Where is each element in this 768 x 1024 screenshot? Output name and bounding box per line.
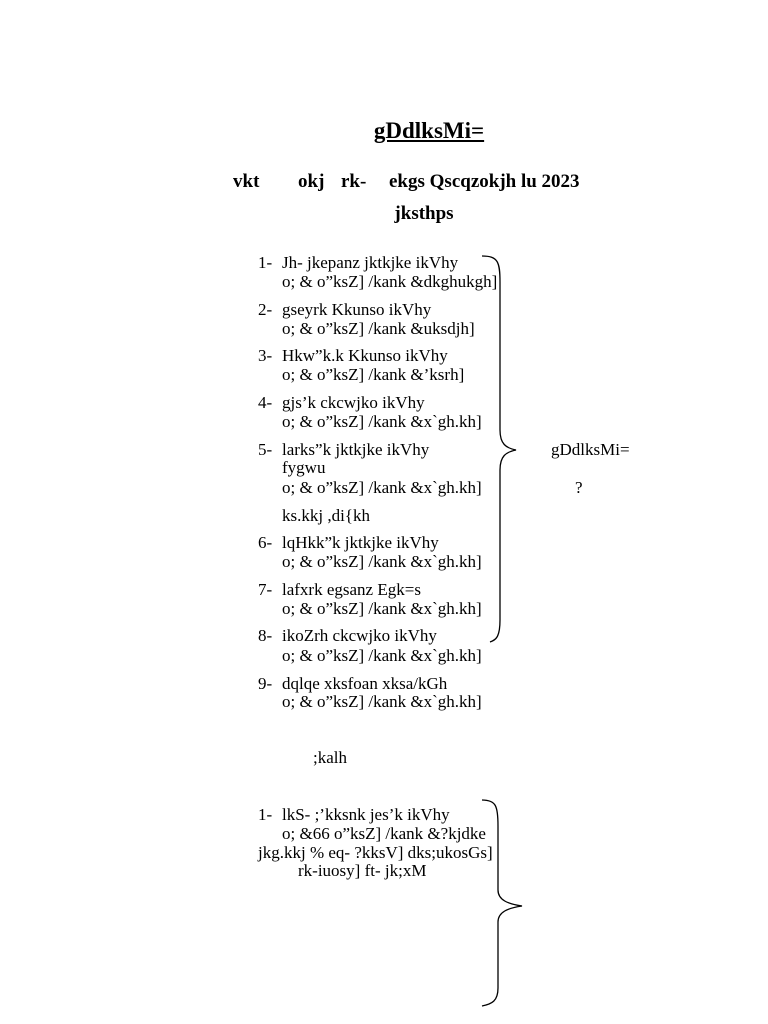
subtitle-part-3: rk- xyxy=(341,171,367,192)
side-question: ? xyxy=(575,478,583,497)
list-item-number: 5- xyxy=(258,440,273,459)
subtitle-part-1: vkt xyxy=(233,171,260,192)
list-item-number: 7- xyxy=(258,580,273,599)
subtitle-part-4: ekgs Qscqzokjh lu 2023 xyxy=(389,171,580,192)
subtitle-2: jksthps xyxy=(394,203,454,224)
list-item-details: o; &66 o”ksZ] /kank &?kjdke xyxy=(282,824,486,843)
list-item-name: lkS- ;’kksnk jes’k ikVhy xyxy=(282,805,450,824)
page-title: gDdlksMi= xyxy=(373,118,485,143)
list-item-details: o; & o”ksZ] /kank &x`gh.kh] xyxy=(282,412,482,431)
list-item-number: 1- xyxy=(258,805,273,824)
subtitle-part-2: okj xyxy=(298,171,325,192)
list-item-name-cont: fygwu xyxy=(282,458,326,477)
list-item-address: jkg.kkj % eq- ?kksV] dks;ukosGs] xyxy=(258,843,493,862)
list-item-name: gseyrk Kkunso ikVhy xyxy=(282,300,432,319)
brace-group-2 xyxy=(478,796,528,1010)
list-item-number: 1- xyxy=(258,253,273,272)
list-item-name: Jh- jkepanz jktkjke ikVhy xyxy=(282,253,459,272)
list-item-address-cont: rk-iuosy] ft- jk;xM xyxy=(298,861,427,880)
list-item-details: o; & o”ksZ] /kank &x`gh.kh] xyxy=(282,599,482,618)
list-item-number: 2- xyxy=(258,300,273,319)
list-item-number: 9- xyxy=(258,674,273,693)
list-item-details: o; & o”ksZ] /kank &x`gh.kh] xyxy=(282,478,482,497)
list-item-name: Hkw”k.k Kkunso ikVhy xyxy=(282,346,448,365)
list-item-name: larks”k jktkjke ikVhy xyxy=(282,440,430,459)
list-item-name: lqHkk”k jktkjke ikVhy xyxy=(282,533,439,552)
list-item-details: o; & o”ksZ] /kank &dkghukgh] xyxy=(282,272,498,291)
list-item-number: 8- xyxy=(258,626,273,645)
list-item-details: o; & o”ksZ] /kank &x`gh.kh] xyxy=(282,646,482,665)
list-item-number: 4- xyxy=(258,393,273,412)
list-item-details: o; & o”ksZ] /kank &x`gh.kh] xyxy=(282,692,482,711)
list-item-name: lafxrk egsanz Egk=s xyxy=(282,580,421,599)
list-item-details: o; & o”ksZ] /kank &x`gh.kh] xyxy=(282,552,482,571)
brace-group-1 xyxy=(478,252,528,647)
section-heading: ;kalh xyxy=(313,748,347,767)
list-item-name: ikoZrh ckcwjko ikVhy xyxy=(282,626,437,645)
role-label: ks.kkj ,di{kh xyxy=(282,506,370,525)
side-label: gDdlksMi= xyxy=(551,440,630,459)
list-item-name: dqlqe xksfoan xksa/kGh xyxy=(282,674,448,693)
list-item-details: o; & o”ksZ] /kank &uksdjh] xyxy=(282,319,475,338)
list-item-name: gjs’k ckcwjko ikVhy xyxy=(282,393,425,412)
list-item-details: o; & o”ksZ] /kank &’ksrh] xyxy=(282,365,465,384)
list-item-number: 6- xyxy=(258,533,273,552)
list-item-number: 3- xyxy=(258,346,273,365)
